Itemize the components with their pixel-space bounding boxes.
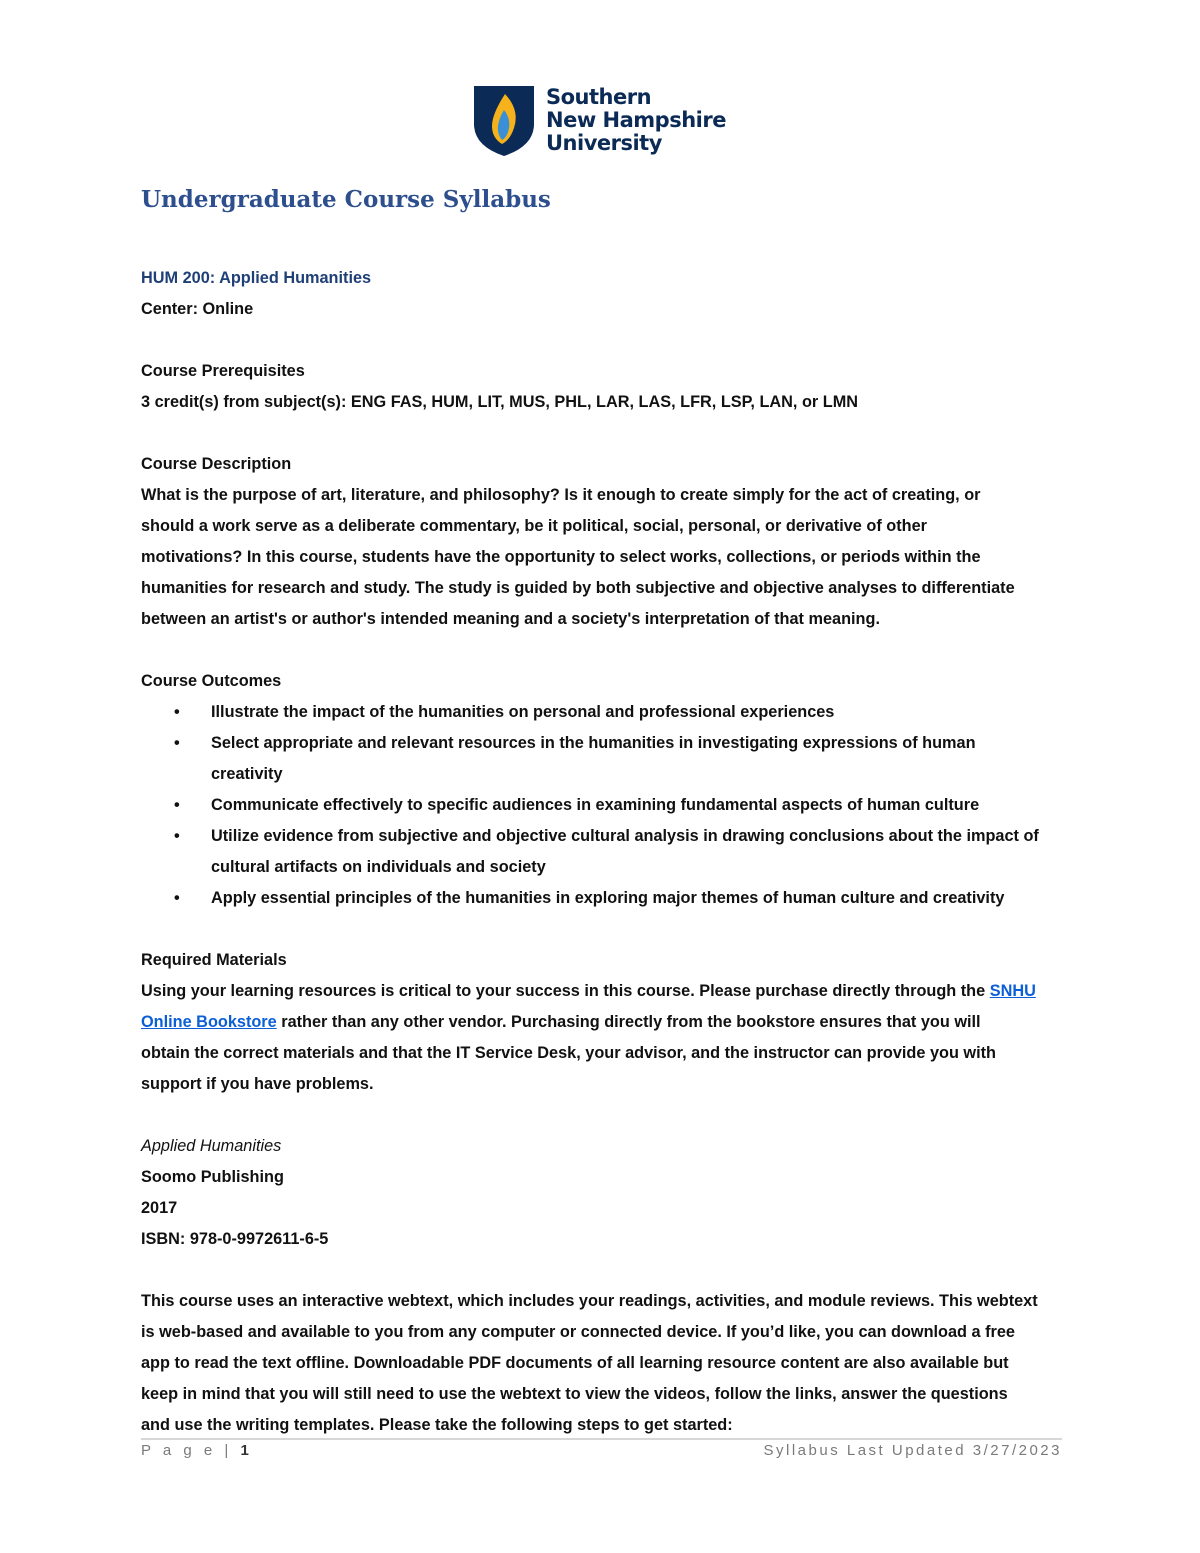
logo-line-2: New Hampshire <box>546 108 726 132</box>
book-year: 2017 <box>141 1199 178 1217</box>
outcomes-list <box>141 697 1061 914</box>
bullet-icon: • <box>174 703 180 721</box>
outcome-item <box>141 728 1061 790</box>
webtext-line: is web-based and available to you from any computer or connected device. If you’d like, you can download a free <box>141 1323 1015 1341</box>
book-title: Applied Humanities <box>141 1137 282 1155</box>
last-updated: Syllabus Last Updated 3/27/2023 <box>763 1442 1062 1459</box>
materials-line <box>141 1007 1061 1038</box>
description-line: What is the purpose of art, literature, and philosophy? Is it enough to create simply for the act of creating, or <box>141 486 981 504</box>
materials-heading: Required Materials <box>141 951 287 969</box>
outcome-text: creativity <box>211 765 283 783</box>
course-center: Center: Online <box>141 300 254 318</box>
webtext-line: keep in mind that you will still need to use the webtext to view the videos, follow the links, answer the questions <box>141 1385 1008 1403</box>
outcome-item <box>141 883 1061 914</box>
page-number <box>141 1442 249 1459</box>
shield-flame-icon <box>472 84 536 158</box>
description-line: between an artist's or author's intended meaning and a society's interpretation of that meaning. <box>141 610 880 628</box>
outcome-text: Illustrate the impact of the humanities on personal and professional experiences <box>211 703 835 721</box>
webtext-line: This course uses an interactive webtext, which includes your readings, activities, and module reviews. This webtext <box>141 1292 1038 1310</box>
materials-line <box>141 976 1061 1007</box>
bullet-icon: • <box>174 889 180 907</box>
outcome-item <box>141 790 1061 821</box>
page-label: P a g e | <box>141 1442 233 1459</box>
book-publisher: Soomo Publishing <box>141 1168 284 1186</box>
outcome-text: Utilize evidence from subjective and objective cultural analysis in drawing conclusions about the impact of <box>211 827 1039 845</box>
book-isbn: ISBN: 978-0-9972611-6-5 <box>141 1230 329 1248</box>
materials-text: Using your learning resources is critical to your success in this course. Please purchase directly through the <box>141 982 990 1000</box>
bookstore-link[interactable]: SNHU <box>989 982 1036 1000</box>
document-body <box>141 186 1061 1441</box>
logo-line-1: Southern <box>546 85 652 109</box>
outcomes-heading: Course Outcomes <box>141 672 282 690</box>
prerequisites-heading: Course Prerequisites <box>141 362 305 380</box>
bullet-icon: • <box>174 827 180 845</box>
page-title: Undergraduate Course Syllabus <box>141 186 551 213</box>
description-line: should a work serve as a deliberate commentary, be it political, social, personal, or derivative of other <box>141 517 927 535</box>
outcome-text: cultural artifacts on individuals and society <box>211 858 546 876</box>
materials-line: support if you have problems. <box>141 1075 374 1093</box>
syllabus-text <box>141 263 1061 1441</box>
bullet-icon: • <box>174 734 180 752</box>
logo-wordmark <box>546 86 726 155</box>
logo-line-3: University <box>546 131 662 155</box>
webtext-line: app to read the text offline. Downloadable PDF documents of all learning resource content are also available but <box>141 1354 1009 1372</box>
bookstore-link[interactable]: Online Bookstore <box>141 1013 277 1031</box>
materials-line: obtain the correct materials and that the IT Service Desk, your advisor, and the instructor can provide you with <box>141 1044 996 1062</box>
page-number-value: 1 <box>240 1442 249 1459</box>
description-line: humanities for research and study. The study is guided by both subjective and objective analyses to differentiate <box>141 579 1015 597</box>
materials-text: rather than any other vendor. Purchasing directly from the bookstore ensures that you will <box>276 1013 981 1031</box>
outcome-text: Communicate effectively to specific audiences in examining fundamental aspects of human culture <box>211 796 980 814</box>
course-code-title: HUM 200: Applied Humanities <box>141 269 372 287</box>
outcome-text: Select appropriate and relevant resources in the humanities in investigating expressions of human <box>211 734 976 752</box>
description-heading: Course Description <box>141 455 292 473</box>
outcome-item <box>141 821 1061 883</box>
webtext-line: and use the writing templates. Please take the following steps to get started: <box>141 1416 733 1434</box>
snhu-logo <box>472 84 732 158</box>
footer-divider <box>141 1438 1062 1440</box>
outcome-text: Apply essential principles of the humanities in exploring major themes of human culture and creativity <box>211 889 1005 907</box>
bullet-icon: • <box>174 796 180 814</box>
description-line: motivations? In this course, students have the opportunity to select works, collections, or periods within the <box>141 548 981 566</box>
prerequisites-text: 3 credit(s) from subject(s): ENG FAS, HUM, LIT, MUS, PHL, LAR, LAS, LFR, LSP, LAN, or LMN <box>141 393 859 411</box>
outcome-item <box>141 697 1061 728</box>
